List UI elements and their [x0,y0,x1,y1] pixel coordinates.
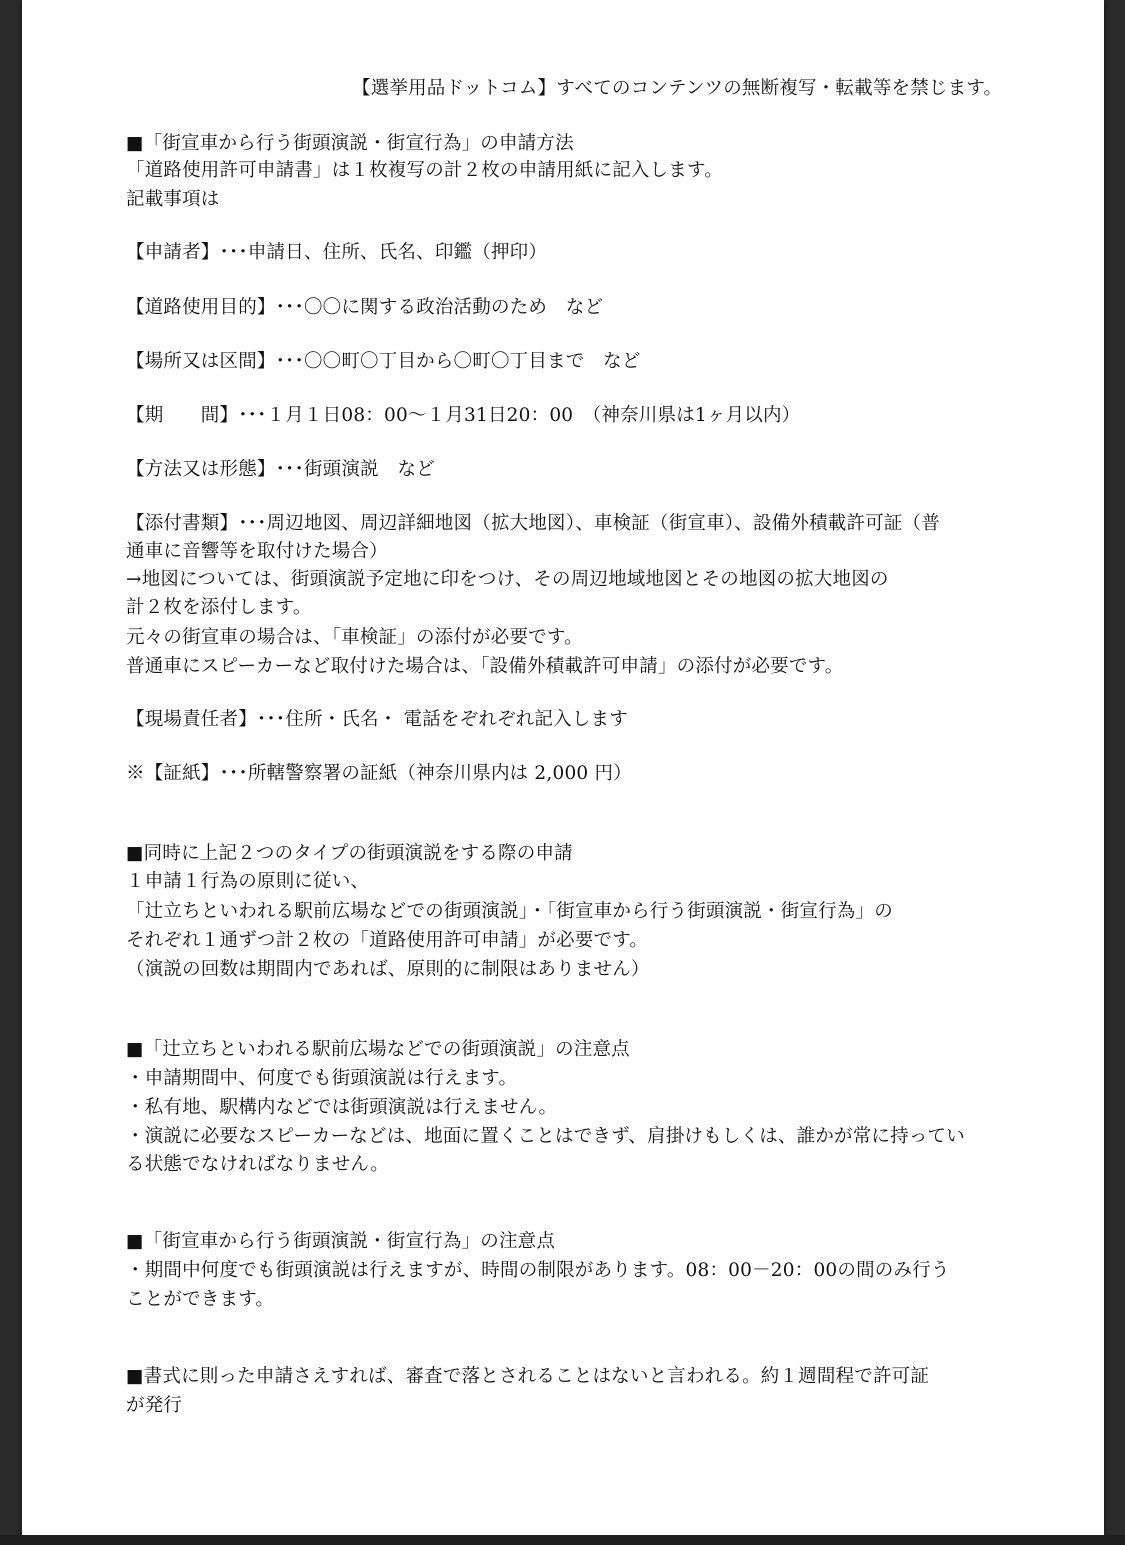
heading-street-speech-notes: ■「辻立ちといわれる駅前広場などでの街頭演説」の注意点 [126,1039,630,1060]
text-line: それぞれ１通ずつ計２枚の「道路使用許可申請」が必要です。 [126,930,649,951]
text-line: →地図については、街頭演説予定地に印をつけ、その周辺地域地図とその地図の拡大地図の [126,569,889,590]
text-line: ・演説に必要なスピーカーなどは、地面に置くことはできず、肩掛けもしくは、誰かが常に持ってい [126,1126,965,1147]
text-line: ・申請期間中、何度でも街頭演説は行えます。 [126,1068,518,1089]
text-line: ・私有地、駅構内などでは街頭演説は行えません。 [126,1097,558,1118]
text-line: １申請１行為の原則に従い、 [126,871,370,892]
text-line: る状態でなければなりません。 [126,1154,389,1175]
text-line: 記載事項は [126,189,220,210]
item-attachments: 【添付書類】･･･周辺地図、周辺詳細地図（拡大地図）、車検証（街宣車）、設備外積載許可証（普 [126,513,940,534]
item-purpose: 【道路使用目的】･･･〇〇に関する政治活動のため など [126,297,604,318]
text-line: 普通車にスピーカーなど取付けた場合は、「設備外積載許可申請」の添付が必要です。 [126,656,844,677]
window-bottom-edge [0,1535,1125,1545]
document-page [22,0,1104,1535]
heading-application-method: ■「街宣車から行う街頭演説・街宣行為」の申請方法 [126,133,574,154]
text-line: 通車に音響等を取付けた場合） [126,541,388,562]
copyright-notice: 【選挙用品ドットコム】すべてのコンテンツの無断複写・転載等を禁じます。 [352,78,1003,99]
text-line: が発行 [126,1395,183,1416]
text-line: 計２枚を添付します。 [126,597,312,618]
item-applicant: 【申請者】･･･申請日、住所、氏名、印鑑（押印） [126,242,548,263]
item-period: 【期 間】･･･１月１日08：00～１月31日20：00 （神奈川県は1ヶ月以内） [126,405,801,426]
item-location: 【場所又は区間】･･･〇〇町〇丁目から〇町〇丁目まで など [126,351,641,372]
item-method: 【方法又は形態】･･･街頭演説 など [126,459,435,480]
text-line: ことができます。 [126,1289,275,1310]
item-site-manager: 【現場責任者】･･･住所・氏名・ 電話をぞれぞれ記入します [126,709,628,730]
heading-vehicle-notes: ■「街宣車から行う街頭演説・街宣行為」の注意点 [126,1231,556,1252]
text-line: ・期間中何度でも街頭演説は行えますが、時間の制限があります。08：00－20：00の間のみ行う [126,1260,950,1281]
heading-approval: ■書式に則った申請さえすれば、審査で落とされることはないと言われる。約１週間程で許可証 [126,1366,930,1387]
item-stamp: ※【証紙】･･･所轄警察署の証紙（神奈川県内は 2,000 円） [126,763,632,784]
text-line: （演説の回数は期間内であれば、原則的に制限はありません） [126,959,650,980]
text-line: 「辻立ちといわれる駅前広場などでの街頭演説」・「街宣車から行う街頭演説・街宣行為」の [126,901,893,922]
text-line: 元々の街宣車の場合は、「車検証」の添付が必要です。 [126,627,583,648]
text-line: 「道路使用許可申請書」は１枚複写の計２枚の申請用紙に記入します。 [126,160,723,181]
heading-simultaneous: ■同時に上記２つのタイプの街頭演説をする際の申請 [126,843,573,864]
